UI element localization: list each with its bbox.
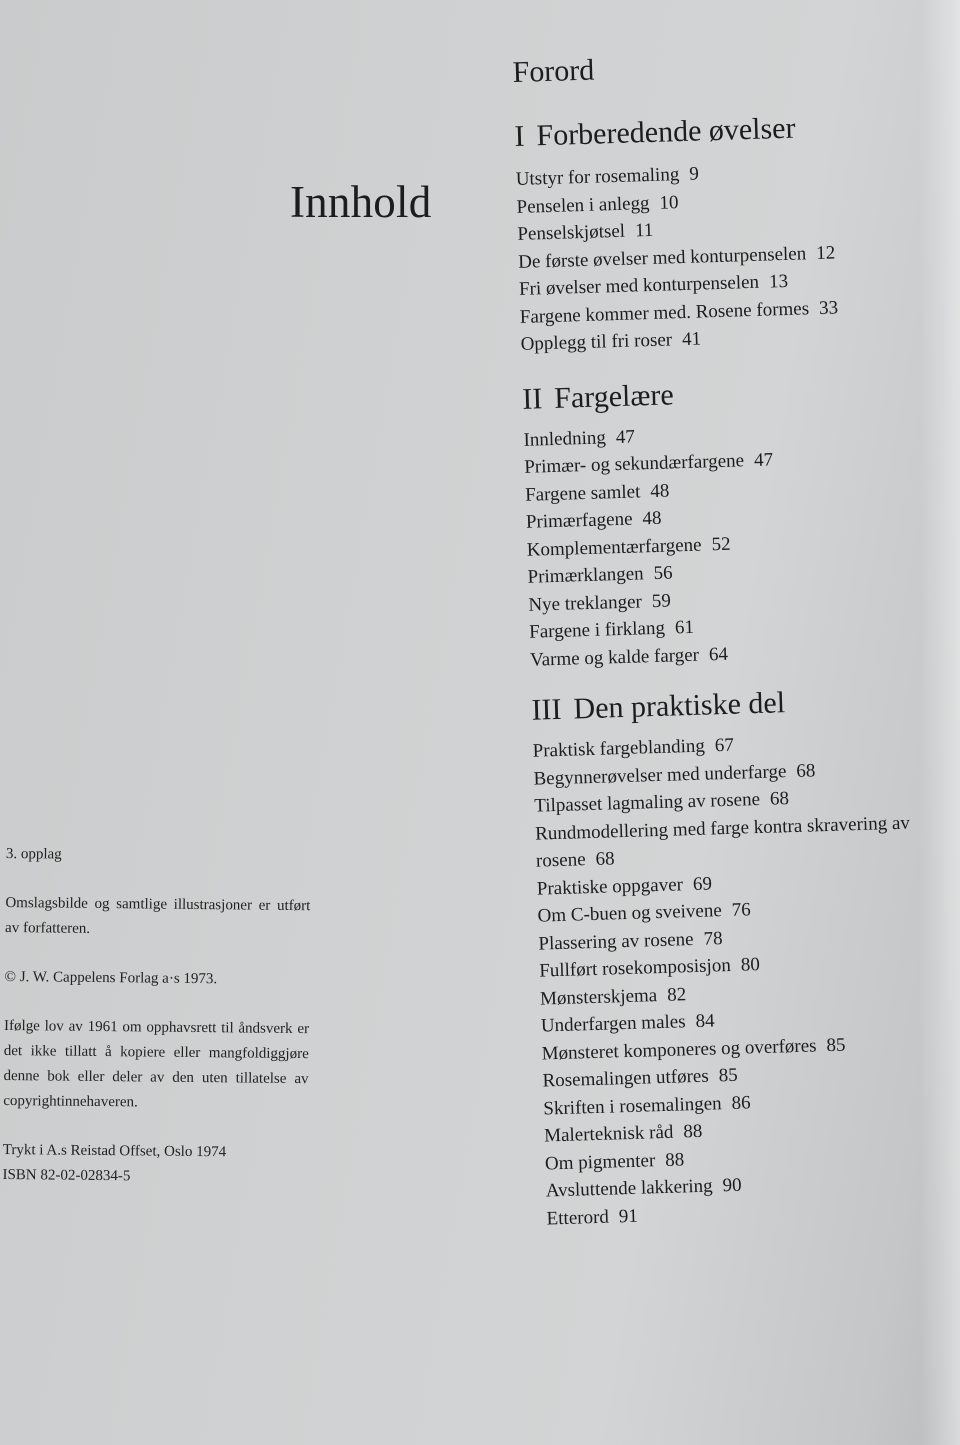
entry-page: 85 <box>718 1064 738 1087</box>
entry-page: 69 <box>692 872 713 895</box>
section-numeral: II <box>521 381 543 416</box>
entry-text: Mønsteret komponeres og overføres <box>541 1034 817 1065</box>
entry-text: Komplementærfargene <box>526 534 702 561</box>
entry-text: Primærfagene <box>525 508 633 533</box>
rights-note: Ifølge lov av 1961 om opphavsrett til åndsverk er det ikke tillatt å kopiere eller mangfoldiggjøre denne bok eller deler av den uten tillatelse av copyrightinnehaveren. <box>3 1017 310 1111</box>
entry-text: Fullført rosekomposisjon <box>538 954 732 982</box>
entry-text: Plassering av rosene <box>538 928 694 955</box>
toc-forord: Forord <box>512 53 595 89</box>
section-numeral: I <box>514 119 525 153</box>
entry-text: Tilpasset lagmaling av rosene <box>534 788 761 817</box>
entry-page: 88 <box>664 1148 685 1171</box>
entry-page: 41 <box>681 328 702 351</box>
entry-page: 67 <box>714 734 735 757</box>
entry-text: Fargene samlet <box>524 480 641 506</box>
copyright-note: © J. W. Cappelens Forlag a·s 1973. <box>4 968 218 988</box>
page-title: Innhold <box>290 177 432 227</box>
colophon <box>2 842 311 1191</box>
entry-page: 68 <box>796 759 816 782</box>
entry-text: Fargene i firklang <box>528 617 666 643</box>
entry-text: Begynnerøvelser med underfarge <box>533 760 787 790</box>
entry-text: Innledning <box>523 426 607 451</box>
entry-text: Rosemalingen utføres <box>542 1065 709 1092</box>
section-heading <box>514 108 935 154</box>
entry-text: Fri øvelser med konturpenselen <box>518 271 760 300</box>
entry-page: 48 <box>642 507 662 530</box>
section-title: Fargelære <box>553 377 675 415</box>
entry-page: 10 <box>659 191 679 214</box>
entry-text: Mønsterskjema <box>539 984 658 1010</box>
entry-page: 88 <box>683 1120 703 1143</box>
entry-page: 56 <box>653 562 673 585</box>
entry-text: Rundmodellering med farge kontra skravering av rosene <box>534 812 911 872</box>
toc-section-3 <box>531 681 960 1232</box>
entry-text: Varme og kalde farger <box>529 644 700 671</box>
entry-page: 48 <box>649 480 670 502</box>
entry-text: Praktiske oppgaver <box>536 873 684 900</box>
entry-text: Primær- og sekundærfargene <box>524 450 745 478</box>
entry-text: Utstyr for rosemaling <box>515 164 680 190</box>
entry-text: Opplegg til fri roser <box>520 329 673 355</box>
entry-text: Praktisk fargeblanding <box>532 735 706 762</box>
credits-note: Omslagsbilde og samtlige illustrasjoner er utført av forfatteren. <box>5 894 311 937</box>
entry-page: 47 <box>615 426 636 448</box>
table-of-contents <box>512 40 960 1233</box>
entry-text: De første øvelser med konturpenselen <box>517 242 807 273</box>
isbn-note: ISBN 82-02-02834-5 <box>2 1166 131 1185</box>
entry-page: 90 <box>722 1174 742 1197</box>
entry-page: 59 <box>651 590 672 612</box>
entry-text: Malerteknisk råd <box>543 1121 674 1147</box>
toc-list <box>523 414 950 674</box>
entry-page: 61 <box>674 616 695 639</box>
section-heading <box>522 370 943 416</box>
section-title: Den praktiske del <box>573 686 786 726</box>
entry-page: 84 <box>695 1010 715 1032</box>
entry-text: Underfargen males <box>540 1011 686 1037</box>
entry-text: Etterord <box>546 1206 610 1229</box>
entry-text: Penselen i anlegg <box>516 192 650 218</box>
entry-page: 11 <box>634 219 654 242</box>
toc-list <box>532 725 960 1232</box>
entry-page: 64 <box>708 643 729 665</box>
entry-page: 78 <box>703 927 723 950</box>
edition-note: 3. opplag <box>5 845 62 863</box>
entry-text: Avsluttende lakkering <box>545 1175 713 1202</box>
entry-page: 68 <box>595 848 615 870</box>
entry-text: Skriften i rosemalingen <box>543 1092 722 1120</box>
entry-page: 76 <box>731 899 752 921</box>
entry-page: 33 <box>818 296 839 319</box>
section-title: Forberedende øvelser <box>536 111 796 153</box>
entry-page: 13 <box>768 270 789 293</box>
entry-text: Fargene kommer med. Rosene formes <box>519 297 810 328</box>
entry-text: Om pigmenter <box>544 1149 656 1175</box>
entry-page: 80 <box>740 954 761 976</box>
entry-page: 91 <box>618 1205 639 1227</box>
entry-page: 82 <box>666 983 687 1006</box>
entry-page: 47 <box>753 449 774 471</box>
section-numeral: III <box>531 692 562 727</box>
entry-page: 86 <box>731 1091 751 1114</box>
toc-section-1 <box>514 108 941 359</box>
printer-note: Trykt i A.s Reistad Offset, Oslo 1974 <box>2 1141 227 1161</box>
entry-page: 12 <box>815 242 836 264</box>
entry-page: 85 <box>826 1034 846 1056</box>
section-heading <box>531 681 952 727</box>
entry-text: Nye treklanger <box>528 590 643 616</box>
entry-text: Penselskjøtsel <box>517 220 626 245</box>
toc-section-2 <box>522 370 950 674</box>
entry-page: 52 <box>711 533 731 555</box>
entry-page: 68 <box>769 788 790 810</box>
entry-text: Primærklangen <box>527 563 644 588</box>
entry-page: 9 <box>688 163 700 185</box>
toc-list <box>515 153 941 358</box>
entry-text: Om C-buen og sveivene <box>537 900 723 927</box>
